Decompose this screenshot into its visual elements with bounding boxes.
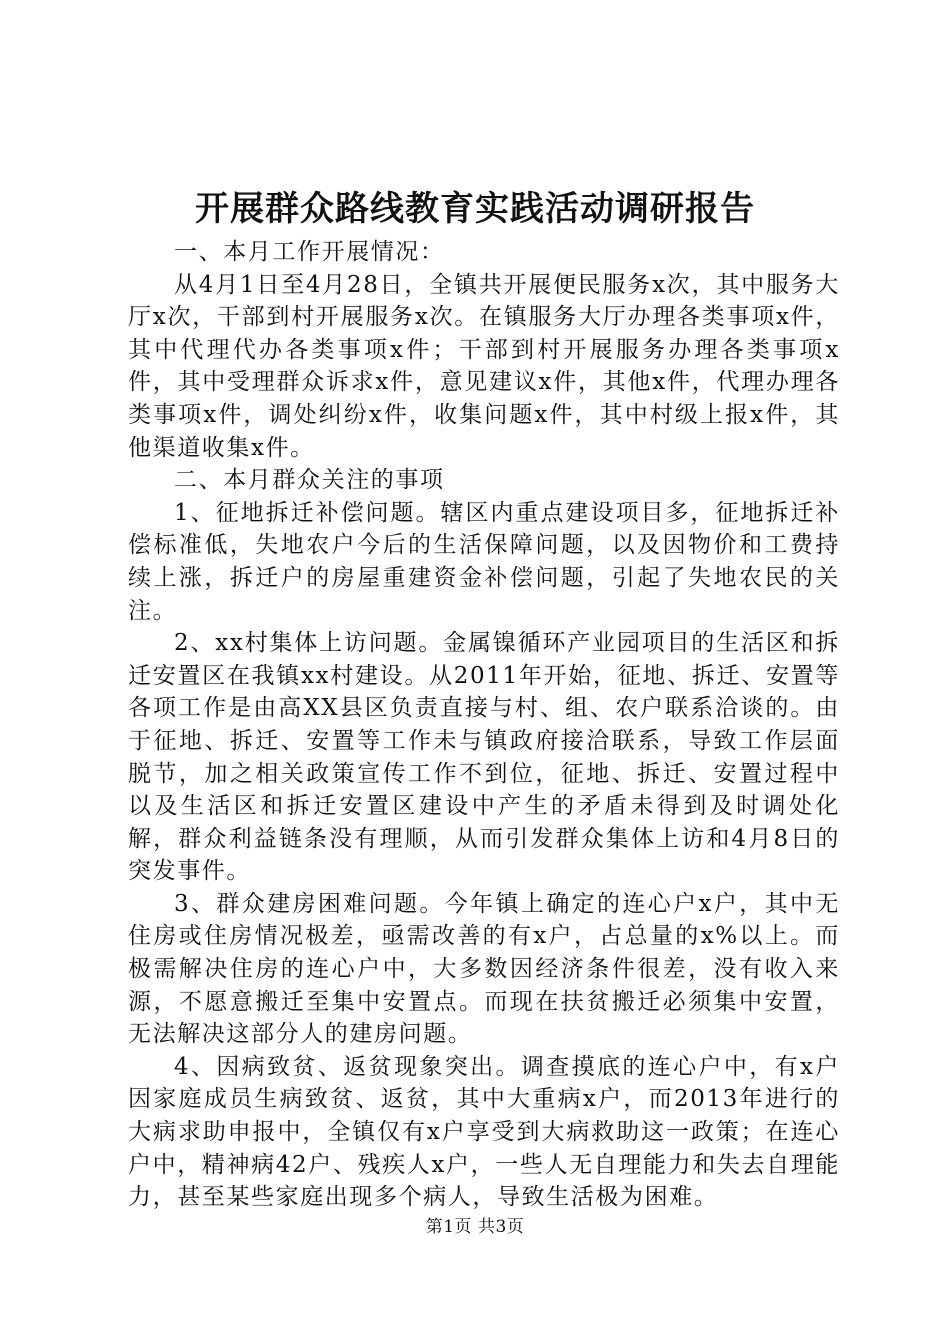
document-title: 开展群众路线教育实践活动调研报告 xyxy=(195,189,755,229)
document-body xyxy=(128,236,840,1214)
paragraph-item-2: 2、xx村集体上访问题。金属镍循环产业园项目的生活区和拆迁安置区在我镇xx村建设。从2011年开始，征地、拆迁、安置等各项工作是由高XX县区负责直接与村、组、农户联系洽谈的。由于征地、拆迁、安置等工作未与镇政府接洽联系，导致工作层面脱节，加之相关政策宣传工作不到位，征地、拆迁、安置过程中以及生活区和拆迁安置区建设中产生的矛盾未得到及时调处化解，群众利益链条没有理顺，从而引发群众集体上访和4月8日的突发事件。 xyxy=(128,630,840,885)
paragraph-item-3: 3、群众建房困难问题。今年镇上确定的连心户x户，其中无住房或住房情况极差，亟需改善的有x户，占总量的x%以上。而极需解决住房的连心户中，大多数因经济条件很差，没有收入来源，不愿意搬迁至集中安置点。而现在扶贫搬迁必须集中安置，无法解决这部分人的建房问题。 xyxy=(128,890,840,1048)
paragraph-item-1: 1、征地拆迁补偿问题。辖区内重点建设项目多，征地拆迁补偿标准低，失地农户今后的生活保障问题，以及因物价和工费持续上涨，拆迁户的房屋重建资金补偿问题，引起了失地农民的关注。 xyxy=(128,499,840,624)
paragraph-work-progress: 从4月1日至4月28日，全镇共开展便民服务x次，其中服务大厅x次，干部到村开展服务x次。在镇服务大厅办理各类事项x件，其中代理代办各类事项x件；干部到村开展服务办理各类事项x件，其中受理群众诉求x件，意见建议x件，其他x件，代理办理各类事项x件，调处纠纷x件，收集问题x件，其中村级上报x件，其他渠道收集x件。 xyxy=(128,271,840,461)
page-number-footer: 第1页 共3页 xyxy=(425,1217,525,1237)
section-heading-public-concerns: 二、本月群众关注的事项 xyxy=(174,467,445,494)
section-heading-work-progress: 一、本月工作开展情况： xyxy=(174,239,445,265)
paragraph-item-4: 4、因病致贫、返贫现象突出。调查摸底的连心户中，有x户因家庭成员生病致贫、返贫，其中大重病x户，而2013年进行的大病求助申报中，全镇仅有x户享受到大病救助这一政策；在连心户中，精神病42户、残疾人x户，一些人无自理能力和失去自理能力，甚至某些家庭出现多个病人，导致生活极为困难。 xyxy=(128,1053,840,1211)
